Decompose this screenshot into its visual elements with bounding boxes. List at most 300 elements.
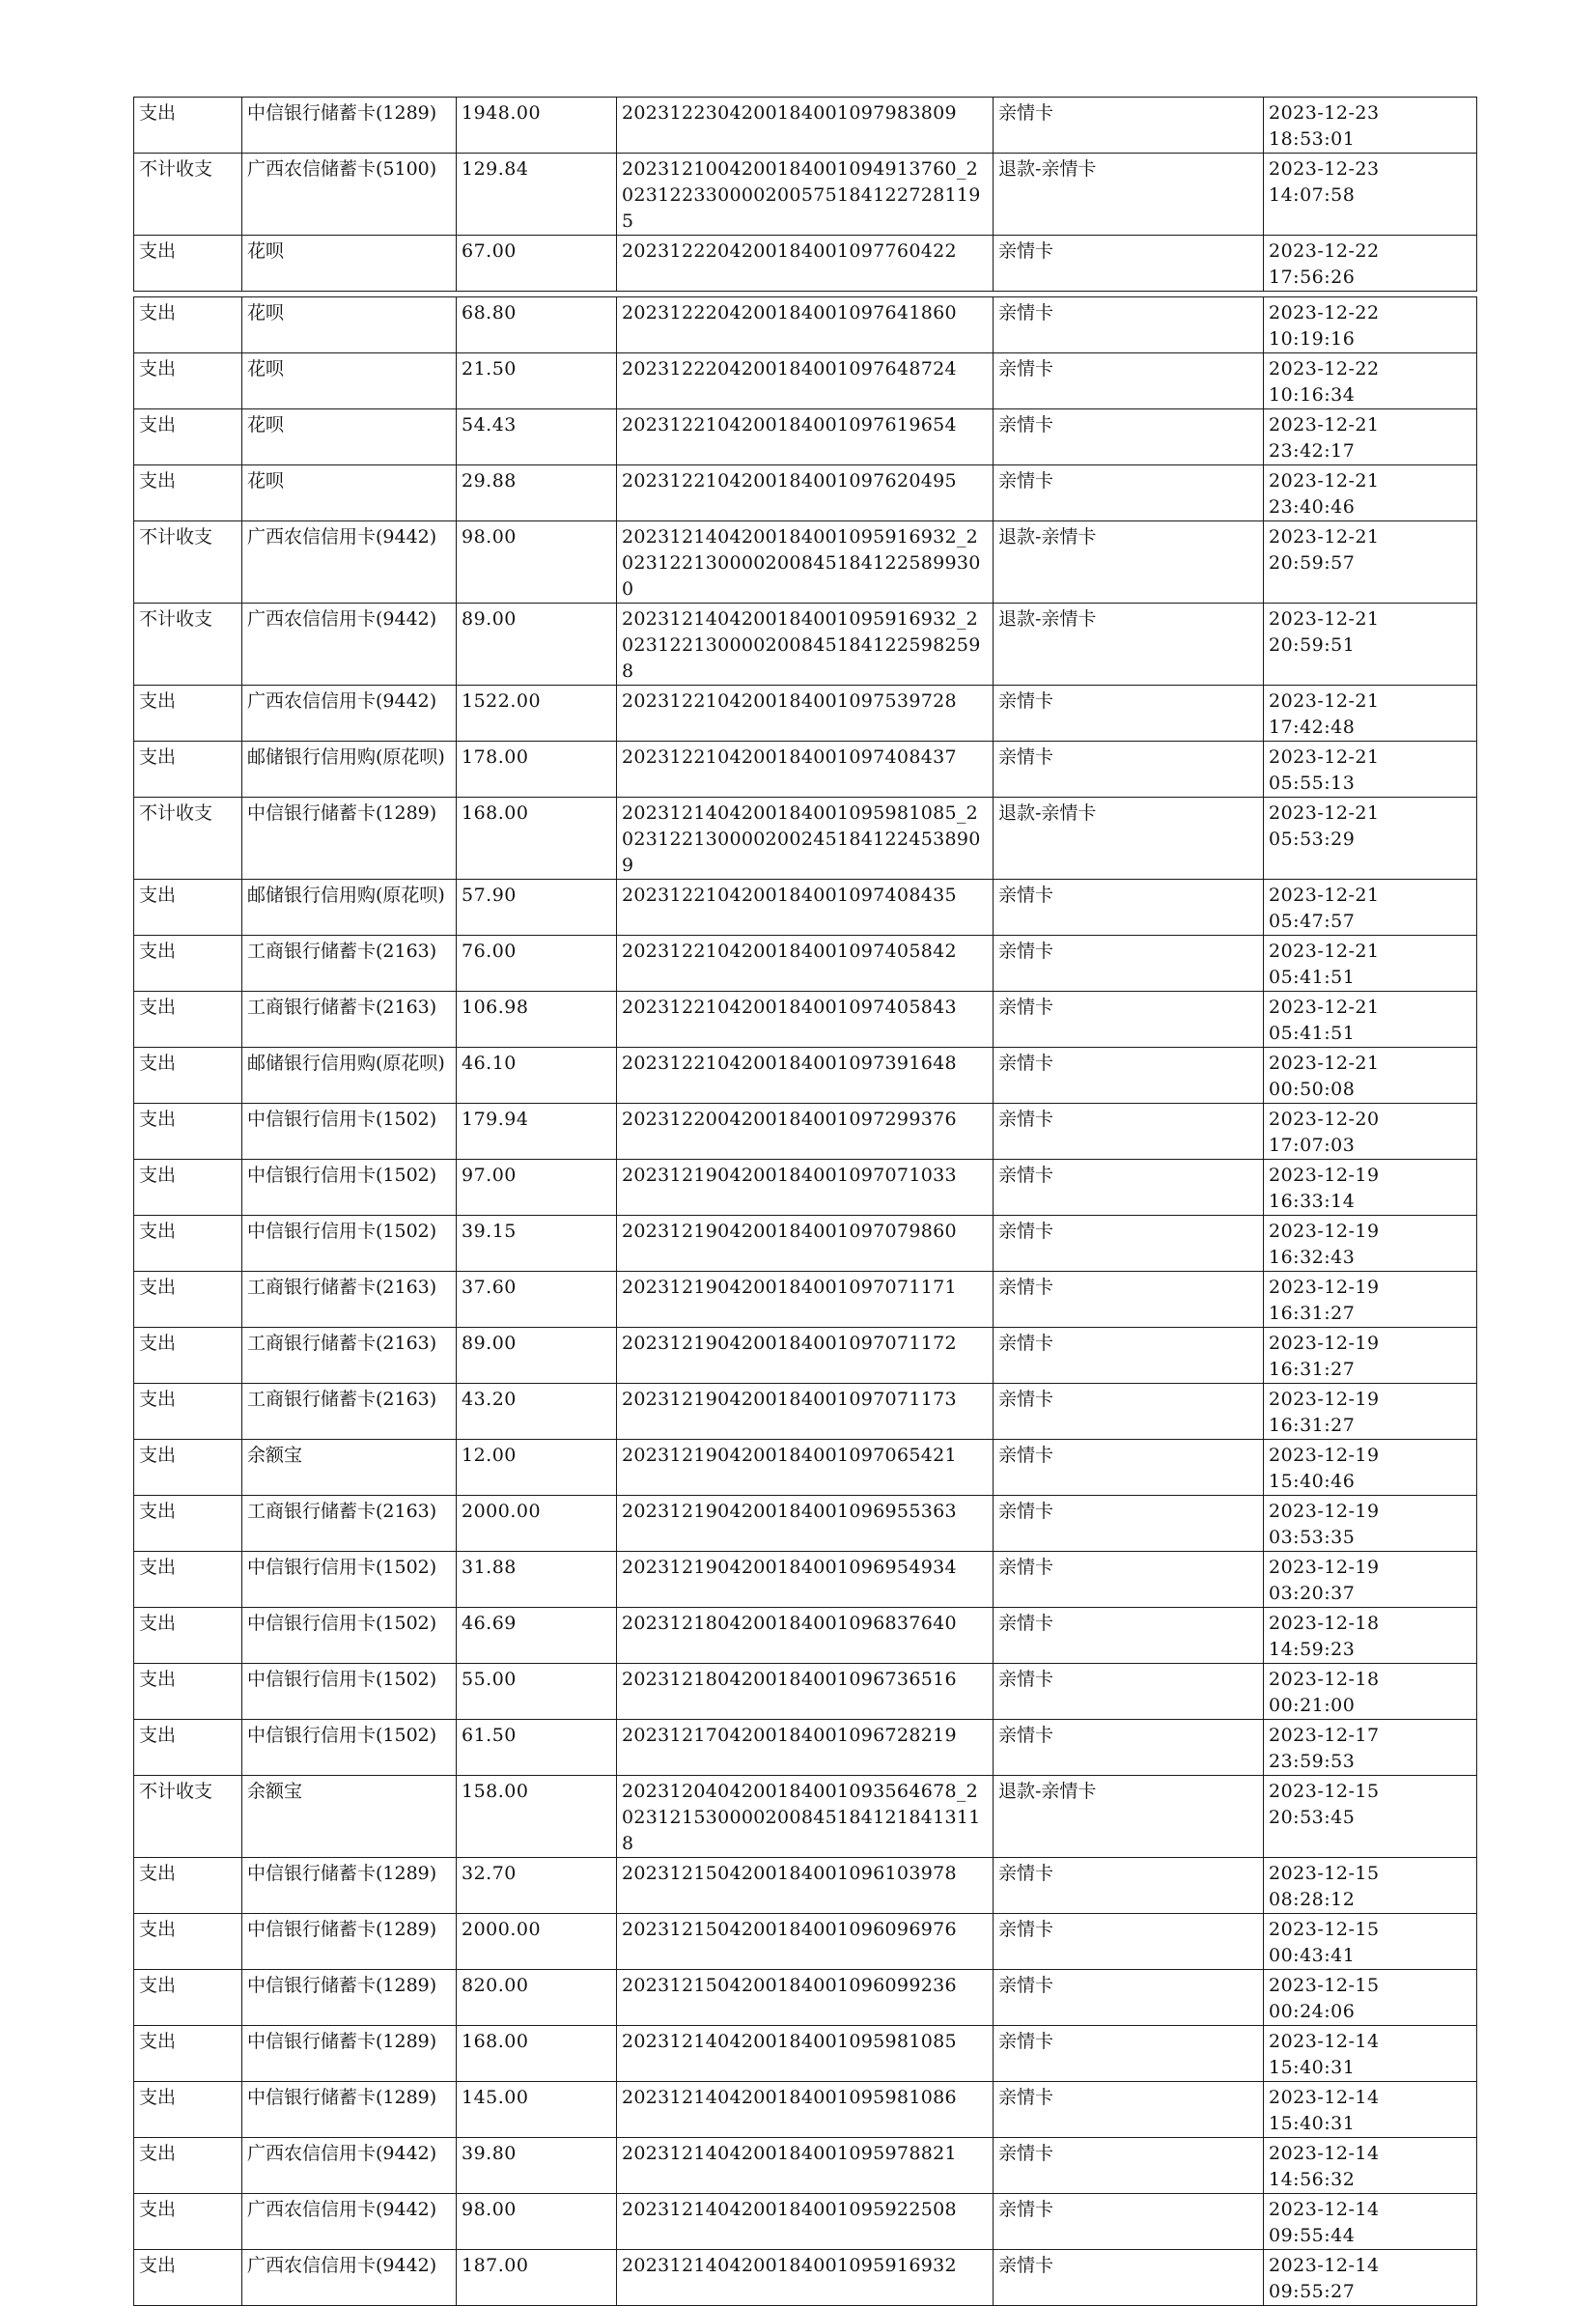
description-cell: 亲情卡	[994, 1328, 1264, 1384]
transaction-id-cell: 2023122104200184001097620495	[617, 465, 994, 521]
description-cell: 亲情卡	[994, 1104, 1264, 1160]
description-cell: 亲情卡	[994, 1160, 1264, 1216]
amount-cell: 187.00	[457, 2250, 617, 2306]
date-text: 2023-12-15	[1269, 1863, 1380, 1884]
table-row	[134, 1384, 1477, 1440]
amount-cell: 2000.00	[457, 1914, 617, 1970]
transaction-id-cell: 2023121404200184001095978821	[617, 2138, 994, 2194]
transaction-id-cell: 2023121904200184001097071172	[617, 1328, 994, 1384]
transaction-id-cell: 2023121904200184001097079860	[617, 1216, 994, 1272]
time-text: 14:59:23	[1269, 1639, 1356, 1660]
time-text: 05:47:57	[1269, 911, 1356, 932]
date-text: 2023-12-23	[1269, 102, 1380, 124]
table-row	[134, 1160, 1477, 1216]
description-cell: 亲情卡	[994, 880, 1264, 936]
time-text: 10:19:16	[1269, 328, 1356, 350]
transaction-id-cell: 2023121404200184001095916932	[617, 2250, 994, 2306]
date-text: 2023-12-21	[1269, 470, 1380, 492]
transaction-id-cell: 2023121804200184001096837640	[617, 1608, 994, 1664]
table-row	[134, 154, 1477, 236]
time-text: 16:31:27	[1269, 1303, 1356, 1324]
datetime-cell	[1264, 992, 1477, 1048]
transaction-type-cell: 支出	[134, 686, 242, 742]
date-text: 2023-12-21	[1269, 414, 1380, 436]
table-row	[134, 353, 1477, 409]
datetime-cell	[1264, 1720, 1477, 1776]
amount-cell: 39.80	[457, 2138, 617, 2194]
table-row	[134, 880, 1477, 936]
date-text: 2023-12-19	[1269, 1501, 1380, 1522]
datetime-cell	[1264, 1608, 1477, 1664]
date-text: 2023-12-14	[1269, 2143, 1380, 2164]
datetime-cell	[1264, 1384, 1477, 1440]
payment-account-cell: 余额宝	[242, 1440, 457, 1496]
table-row	[134, 1776, 1477, 1858]
date-text: 2023-12-22	[1269, 358, 1380, 380]
transaction-id-cell: 2023121504200184001096096976	[617, 1914, 994, 1970]
transaction-type-cell: 支出	[134, 2250, 242, 2306]
transaction-type-cell: 支出	[134, 1496, 242, 1552]
payment-account-cell: 工商银行储蓄卡(2163)	[242, 1328, 457, 1384]
description-cell: 退款-亲情卡	[994, 154, 1264, 236]
datetime-cell	[1264, 936, 1477, 992]
transaction-id-cell: 2023121904200184001097065421	[617, 1440, 994, 1496]
payment-account-cell: 中信银行储蓄卡(1289)	[242, 1858, 457, 1914]
datetime-cell	[1264, 1552, 1477, 1608]
table-row	[134, 992, 1477, 1048]
amount-cell: 1522.00	[457, 686, 617, 742]
table-row	[134, 798, 1477, 880]
transaction-type-cell: 支出	[134, 409, 242, 465]
time-text: 03:53:35	[1269, 1527, 1356, 1548]
date-text: 2023-12-21	[1269, 690, 1380, 712]
payment-account-cell: 余额宝	[242, 1776, 457, 1858]
amount-cell: 39.15	[457, 1216, 617, 1272]
datetime-cell	[1264, 1858, 1477, 1914]
table-row	[134, 98, 1477, 154]
transaction-id-cell: 2023122304200184001097983809	[617, 98, 994, 154]
time-text: 16:31:27	[1269, 1359, 1356, 1380]
description-cell: 亲情卡	[994, 1720, 1264, 1776]
time-text: 03:20:37	[1269, 1583, 1356, 1604]
description-cell: 亲情卡	[994, 686, 1264, 742]
transaction-type-cell: 支出	[134, 1858, 242, 1914]
table-row	[134, 2026, 1477, 2082]
transaction-id-cell: 2023121704200184001096728219	[617, 1720, 994, 1776]
amount-cell: 12.00	[457, 1440, 617, 1496]
transaction-id-cell: 2023122104200184001097391648	[617, 1048, 994, 1104]
datetime-cell	[1264, 1664, 1477, 1720]
date-text: 2023-12-19	[1269, 1277, 1380, 1298]
table-row	[134, 686, 1477, 742]
table-row	[134, 1496, 1477, 1552]
time-text: 09:55:44	[1269, 2225, 1356, 2246]
datetime-cell	[1264, 2250, 1477, 2306]
description-cell: 亲情卡	[994, 1914, 1264, 1970]
datetime-cell	[1264, 98, 1477, 154]
table-row	[134, 2250, 1477, 2306]
transaction-type-cell: 支出	[134, 2194, 242, 2250]
date-text: 2023-12-14	[1269, 2199, 1380, 2220]
date-text: 2023-12-19	[1269, 1165, 1380, 1186]
payment-account-cell: 中信银行信用卡(1502)	[242, 1160, 457, 1216]
table-row	[134, 2138, 1477, 2194]
transaction-type-cell: 支出	[134, 1720, 242, 1776]
datetime-cell	[1264, 2082, 1477, 2138]
amount-cell: 46.69	[457, 1608, 617, 1664]
time-text: 08:28:12	[1269, 1889, 1356, 1910]
table-row	[134, 1858, 1477, 1914]
payment-account-cell: 工商银行储蓄卡(2163)	[242, 936, 457, 992]
datetime-cell	[1264, 742, 1477, 798]
description-cell: 亲情卡	[994, 236, 1264, 292]
description-cell: 亲情卡	[994, 1272, 1264, 1328]
amount-cell: 55.00	[457, 1664, 617, 1720]
payment-account-cell: 中信银行信用卡(1502)	[242, 1552, 457, 1608]
time-text: 15:40:46	[1269, 1471, 1356, 1492]
time-text: 20:59:57	[1269, 552, 1356, 574]
table-row	[134, 1440, 1477, 1496]
table-row	[134, 604, 1477, 686]
time-text: 23:42:17	[1269, 440, 1356, 462]
payment-account-cell: 中信银行储蓄卡(1289)	[242, 2026, 457, 2082]
amount-cell: 67.00	[457, 236, 617, 292]
payment-account-cell: 广西农信信用卡(9442)	[242, 686, 457, 742]
time-text: 14:07:58	[1269, 184, 1356, 206]
datetime-cell	[1264, 1048, 1477, 1104]
date-text: 2023-12-19	[1269, 1557, 1380, 1578]
description-cell: 亲情卡	[994, 2082, 1264, 2138]
payment-account-cell: 邮储银行信用购(原花呗)	[242, 742, 457, 798]
payment-account-cell: 中信银行信用卡(1502)	[242, 1608, 457, 1664]
time-text: 15:40:31	[1269, 2057, 1356, 2078]
time-text: 20:53:45	[1269, 1807, 1356, 1828]
table-row	[134, 236, 1477, 292]
amount-cell: 106.98	[457, 992, 617, 1048]
amount-cell: 98.00	[457, 521, 617, 604]
time-text: 00:43:41	[1269, 1945, 1356, 1966]
table-row	[134, 409, 1477, 465]
amount-cell: 1948.00	[457, 98, 617, 154]
description-cell: 亲情卡	[994, 1664, 1264, 1720]
transaction-id-cell: 2023121904200184001097071033	[617, 1160, 994, 1216]
datetime-cell	[1264, 798, 1477, 880]
transaction-type-cell: 支出	[134, 992, 242, 1048]
transaction-type-cell: 支出	[134, 936, 242, 992]
transaction-id-cell: 2023121404200184001095916932_2023122130000200845184122598​2598	[617, 604, 994, 686]
date-text: 2023-12-22	[1269, 240, 1380, 262]
payment-account-cell: 中信银行储蓄卡(1289)	[242, 1970, 457, 2026]
time-text: 16:33:14	[1269, 1191, 1356, 1212]
description-cell: 亲情卡	[994, 742, 1264, 798]
table-row	[134, 1608, 1477, 1664]
transaction-type-cell: 支出	[134, 297, 242, 353]
transaction-id-cell: 2023122104200184001097405842	[617, 936, 994, 992]
payment-account-cell: 工商银行储蓄卡(2163)	[242, 1384, 457, 1440]
transaction-type-cell: 支出	[134, 353, 242, 409]
transaction-type-cell: 支出	[134, 465, 242, 521]
transaction-id-cell: 2023122204200184001097648724	[617, 353, 994, 409]
description-cell: 亲情卡	[994, 1384, 1264, 1440]
description-cell: 退款-亲情卡	[994, 798, 1264, 880]
time-text: 14:56:32	[1269, 2169, 1356, 2190]
table-row	[134, 1970, 1477, 2026]
time-text: 18:53:01	[1269, 128, 1356, 150]
description-cell: 亲情卡	[994, 2194, 1264, 2250]
datetime-cell	[1264, 1328, 1477, 1384]
time-text: 16:32:43	[1269, 1247, 1356, 1268]
transaction-id-cell: 2023121804200184001096736516	[617, 1664, 994, 1720]
description-cell: 亲情卡	[994, 1970, 1264, 2026]
payment-account-cell: 广西农信储蓄卡(5100)	[242, 154, 457, 236]
amount-cell: 168.00	[457, 798, 617, 880]
payment-account-cell: 广西农信信用卡(9442)	[242, 604, 457, 686]
transaction-type-cell: 不计收支	[134, 798, 242, 880]
transaction-type-cell: 不计收支	[134, 1776, 242, 1858]
date-text: 2023-12-19	[1269, 1445, 1380, 1466]
date-text: 2023-12-14	[1269, 2087, 1380, 2108]
datetime-cell	[1264, 297, 1477, 353]
transaction-id-cell: 2023121404200184001095981085	[617, 2026, 994, 2082]
description-cell: 亲情卡	[994, 409, 1264, 465]
description-cell: 亲情卡	[994, 98, 1264, 154]
transaction-id-cell: 2023121404200184001095922508	[617, 2194, 994, 2250]
date-text: 2023-12-21	[1269, 746, 1380, 768]
table-row	[134, 1552, 1477, 1608]
transaction-id-cell: 2023121904200184001097071171	[617, 1272, 994, 1328]
table-row	[134, 297, 1477, 353]
transaction-type-cell: 支出	[134, 1160, 242, 1216]
payment-account-cell: 工商银行储蓄卡(2163)	[242, 1272, 457, 1328]
table-row	[134, 2194, 1477, 2250]
transaction-type-cell: 支出	[134, 1664, 242, 1720]
datetime-cell	[1264, 465, 1477, 521]
payment-account-cell: 工商银行储蓄卡(2163)	[242, 1496, 457, 1552]
description-cell: 亲情卡	[994, 1858, 1264, 1914]
transactions-table-main-body	[134, 297, 1477, 2306]
transaction-id-cell: 2023121404200184001095916932_2023122130000200845184122589​9300	[617, 521, 994, 604]
time-text: 17:07:03	[1269, 1135, 1356, 1156]
amount-cell: 820.00	[457, 1970, 617, 2026]
transaction-id-cell: 2023122104200184001097405843	[617, 992, 994, 1048]
table-row	[134, 936, 1477, 992]
transaction-id-cell: 2023122204200184001097641860	[617, 297, 994, 353]
time-text: 15:40:31	[1269, 2113, 1356, 2134]
payment-account-cell: 广西农信信用卡(9442)	[242, 2250, 457, 2306]
amount-cell: 31.88	[457, 1552, 617, 1608]
payment-account-cell: 广西农信信用卡(9442)	[242, 2138, 457, 2194]
transaction-id-cell: 2023120404200184001093564678_2023121530000200845184121841​3118	[617, 1776, 994, 1858]
amount-cell: 158.00	[457, 1776, 617, 1858]
amount-cell: 129.84	[457, 154, 617, 236]
transaction-id-cell: 2023122104200184001097539728	[617, 686, 994, 742]
transaction-id-cell: 2023121004200184001094913760_2023122330000200575184122728​1195	[617, 154, 994, 236]
datetime-cell	[1264, 1104, 1477, 1160]
table-row	[134, 1216, 1477, 1272]
transaction-id-cell: 2023121404200184001095981085_2023122130000200245184122453​8909	[617, 798, 994, 880]
payment-account-cell: 中信银行信用卡(1502)	[242, 1104, 457, 1160]
date-text: 2023-12-18	[1269, 1669, 1380, 1690]
payment-account-cell: 中信银行信用卡(1502)	[242, 1664, 457, 1720]
amount-cell: 61.50	[457, 1720, 617, 1776]
time-text: 20:59:51	[1269, 634, 1356, 656]
description-cell: 亲情卡	[994, 2250, 1264, 2306]
time-text: 16:31:27	[1269, 1415, 1356, 1436]
transactions-table-top-body	[134, 98, 1477, 292]
transaction-type-cell: 支出	[134, 1328, 242, 1384]
payment-account-cell: 广西农信信用卡(9442)	[242, 2194, 457, 2250]
time-text: 09:55:27	[1269, 2281, 1356, 2302]
description-cell: 亲情卡	[994, 465, 1264, 521]
amount-cell: 46.10	[457, 1048, 617, 1104]
transaction-id-cell: 2023121904200184001097071173	[617, 1384, 994, 1440]
date-text: 2023-12-21	[1269, 941, 1380, 962]
datetime-cell	[1264, 604, 1477, 686]
date-text: 2023-12-21	[1269, 1053, 1380, 1074]
description-cell: 亲情卡	[994, 2138, 1264, 2194]
datetime-cell	[1264, 2194, 1477, 2250]
date-text: 2023-12-19	[1269, 1221, 1380, 1242]
payment-account-cell: 中信银行信用卡(1502)	[242, 1216, 457, 1272]
transaction-type-cell: 支出	[134, 880, 242, 936]
time-text: 23:59:53	[1269, 1751, 1356, 1772]
time-text: 00:50:08	[1269, 1079, 1356, 1100]
time-text: 00:21:00	[1269, 1695, 1356, 1716]
description-cell: 退款-亲情卡	[994, 1776, 1264, 1858]
description-cell: 亲情卡	[994, 1440, 1264, 1496]
date-text: 2023-12-18	[1269, 1613, 1380, 1634]
payment-account-cell: 工商银行储蓄卡(2163)	[242, 992, 457, 1048]
payment-account-cell: 中信银行储蓄卡(1289)	[242, 798, 457, 880]
transaction-type-cell: 支出	[134, 98, 242, 154]
transaction-type-cell: 支出	[134, 1552, 242, 1608]
transaction-id-cell: 2023121504200184001096103978	[617, 1858, 994, 1914]
payment-account-cell: 邮储银行信用购(原花呗)	[242, 880, 457, 936]
date-text: 2023-12-21	[1269, 997, 1380, 1018]
amount-cell: 89.00	[457, 1328, 617, 1384]
time-text: 23:40:46	[1269, 496, 1356, 518]
datetime-cell	[1264, 1160, 1477, 1216]
date-text: 2023-12-21	[1269, 526, 1380, 548]
amount-cell: 37.60	[457, 1272, 617, 1328]
time-text: 05:41:51	[1269, 967, 1356, 988]
amount-cell: 89.00	[457, 604, 617, 686]
datetime-cell	[1264, 1440, 1477, 1496]
transaction-id-cell: 2023121904200184001096954934	[617, 1552, 994, 1608]
table-row	[134, 2082, 1477, 2138]
transaction-type-cell: 支出	[134, 236, 242, 292]
transaction-type-cell: 支出	[134, 1384, 242, 1440]
datetime-cell	[1264, 1272, 1477, 1328]
transaction-id-cell: 2023122104200184001097408435	[617, 880, 994, 936]
payment-account-cell: 广西农信信用卡(9442)	[242, 521, 457, 604]
transaction-type-cell: 支出	[134, 1048, 242, 1104]
datetime-cell	[1264, 409, 1477, 465]
payment-account-cell: 中信银行储蓄卡(1289)	[242, 98, 457, 154]
amount-cell: 21.50	[457, 353, 617, 409]
transactions-table-main	[133, 296, 1477, 2306]
transaction-id-cell: 2023122104200184001097408437	[617, 742, 994, 798]
amount-cell: 168.00	[457, 2026, 617, 2082]
description-cell: 退款-亲情卡	[994, 521, 1264, 604]
payment-account-cell: 花呗	[242, 236, 457, 292]
payment-account-cell: 花呗	[242, 465, 457, 521]
datetime-cell	[1264, 1970, 1477, 2026]
transaction-id-cell: 2023122004200184001097299376	[617, 1104, 994, 1160]
date-text: 2023-12-15	[1269, 1919, 1380, 1940]
payment-account-cell: 中信银行储蓄卡(1289)	[242, 1914, 457, 1970]
datetime-cell	[1264, 2138, 1477, 2194]
transaction-type-cell: 不计收支	[134, 154, 242, 236]
date-text: 2023-12-22	[1269, 302, 1380, 323]
time-text: 17:42:48	[1269, 717, 1356, 738]
payment-account-cell: 邮储银行信用购(原花呗)	[242, 1048, 457, 1104]
transaction-id-cell: 2023122104200184001097619654	[617, 409, 994, 465]
transaction-type-cell: 支出	[134, 1104, 242, 1160]
description-cell: 亲情卡	[994, 992, 1264, 1048]
table-row	[134, 465, 1477, 521]
transaction-statement	[133, 97, 1476, 2306]
amount-cell: 97.00	[457, 1160, 617, 1216]
transactions-table-top	[133, 97, 1477, 292]
time-text: 05:41:51	[1269, 1023, 1356, 1044]
date-text: 2023-12-20	[1269, 1109, 1380, 1130]
date-text: 2023-12-14	[1269, 2031, 1380, 2052]
date-text: 2023-12-19	[1269, 1333, 1380, 1354]
transaction-type-cell: 支出	[134, 1608, 242, 1664]
datetime-cell	[1264, 1914, 1477, 1970]
datetime-cell	[1264, 686, 1477, 742]
amount-cell: 29.88	[457, 465, 617, 521]
table-row	[134, 1328, 1477, 1384]
description-cell: 亲情卡	[994, 936, 1264, 992]
amount-cell: 68.80	[457, 297, 617, 353]
time-text: 17:56:26	[1269, 267, 1356, 288]
description-cell: 退款-亲情卡	[994, 604, 1264, 686]
table-row	[134, 1104, 1477, 1160]
payment-account-cell: 花呗	[242, 297, 457, 353]
transaction-type-cell: 支出	[134, 1216, 242, 1272]
transaction-id-cell: 2023121904200184001096955363	[617, 1496, 994, 1552]
datetime-cell	[1264, 880, 1477, 936]
transaction-type-cell: 支出	[134, 1272, 242, 1328]
description-cell: 亲情卡	[994, 297, 1264, 353]
description-cell: 亲情卡	[994, 1496, 1264, 1552]
amount-cell: 178.00	[457, 742, 617, 798]
description-cell: 亲情卡	[994, 1048, 1264, 1104]
date-text: 2023-12-21	[1269, 802, 1380, 824]
date-text: 2023-12-21	[1269, 885, 1380, 906]
amount-cell: 98.00	[457, 2194, 617, 2250]
amount-cell: 179.94	[457, 1104, 617, 1160]
transaction-id-cell: 2023121404200184001095981086	[617, 2082, 994, 2138]
transaction-type-cell: 支出	[134, 1970, 242, 2026]
datetime-cell	[1264, 236, 1477, 292]
date-text: 2023-12-14	[1269, 2255, 1380, 2276]
datetime-cell	[1264, 1216, 1477, 1272]
time-text: 05:55:13	[1269, 773, 1356, 794]
transaction-type-cell: 支出	[134, 2138, 242, 2194]
datetime-cell	[1264, 521, 1477, 604]
date-text: 2023-12-15	[1269, 1781, 1380, 1802]
date-text: 2023-12-23	[1269, 158, 1380, 180]
datetime-cell	[1264, 2026, 1477, 2082]
table-row	[134, 1720, 1477, 1776]
amount-cell: 57.90	[457, 880, 617, 936]
payment-account-cell: 花呗	[242, 353, 457, 409]
transaction-type-cell: 支出	[134, 1440, 242, 1496]
amount-cell: 76.00	[457, 936, 617, 992]
